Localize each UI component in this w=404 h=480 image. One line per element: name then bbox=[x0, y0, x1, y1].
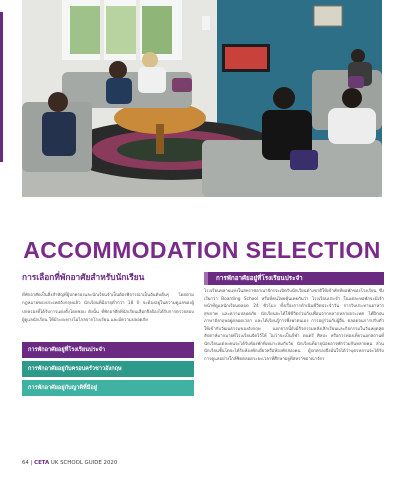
page-title: ACCOMMODATION SELECTION bbox=[23, 237, 381, 263]
option-boarding-school[interactable]: การพักอาศัยอยู่ที่โรงเรียนประจำ bbox=[22, 342, 194, 358]
common-room-illustration bbox=[22, 0, 382, 197]
accommodation-options-menu bbox=[22, 342, 194, 399]
boarding-school-paragraph: โรงเรียนหลายแห่งในสหราชอาณาจักรจะเปิดรับนักเรียนต่างชาติให้เข้าพักที่หอพักของโรงเรียน ซึ่งเรียกว่า Boarding School หรือที่คนไทยคุ้นเคยกันว่า โรงเรียนประจำ ในแต่ละหอพักจะมีเจ้าหน้าที่ดูแลนักเรียนตลอด 24 ชั่วโมง ทั้งเรื่องการดำเนินชีวิตประจำวัน การรับประทานอาหาร สุขภาพ และความปลอดภัย นักเรียนจะได้ใช้ชีวิตร่วมกับเพื่อนจากหลากหลายประเทศ ได้ฝึกฝนภาษาอังกฤษอยู่ตลอดเวลา และได้เรียนรู้การพึ่งพาตนเอง การอยู่ร่วมกับผู้อื่น ตลอดจนการปรับตัวให้เข้ากับวัฒนธรรมของอังกฤษ นอกจากนี้ยังมีกิจกรรมหลังเลิกเรียนและกิจกรรมในวันหยุดสุดสัปดาห์มากมายที่โรงเรียนจัดไว้ให้ ไม่ว่าจะเป็นกีฬา ดนตรี ศิลปะ หรือการท่องเที่ยวนอกสถานที่ นักเรียนแต่ละคนจะได้รับห้องพักที่เหมาะสมกับวัย นักเรียนที่อายุน้อยอาจพักร่วมกันหลายคน ส่วนนักเรียนชั้นโตจะได้รับห้องพักเดี่ยวหรือห้องพักสองคน ผู้ปกครองจึงมั่นใจได้ว่าบุตรหลานจะได้รับการดูแลอย่างใกล้ชิดตลอดระยะเวลาที่ศึกษาอยู่ที่สหราชอาณาจักร bbox=[204, 289, 384, 362]
brand-name: CETA bbox=[34, 460, 50, 466]
guide-name: UK SCHOOL GUIDE 2020 bbox=[50, 460, 118, 466]
page-footer bbox=[22, 460, 117, 466]
option-relatives[interactable]: การพักอาศัยอยู่กับญาติที่มีอยู่ bbox=[22, 380, 194, 396]
option-homestay[interactable]: การพักอาศัยอยู่กับครอบครัวชาวอังกฤษ bbox=[22, 361, 194, 377]
footer-separator: | bbox=[30, 460, 33, 466]
side-tab-marker bbox=[0, 12, 3, 162]
boarding-school-heading: การพักอาศัยอยู่ที่โรงเรียนประจำ bbox=[204, 272, 384, 285]
common-room-photo bbox=[22, 0, 382, 197]
intro-paragraph: ที่พักอาศัยเป็นสิ่งสำคัญที่ผู้ปกครองและนักเรียนจำเป็นต้องพิจารณาเป็นอันดับต้นๆ โดยตามกฎหมายของประเทศอังกฤษแล้ว นักเรียนที่มีอายุต่ำกว่า 18 ปี จะต้องอยู่ในความดูแลของผู้ปกครองที่ได้รับการแต่งตั้งโดยชอบ ดังนั้น ที่พักอาศัยที่นักเรียนเลือกจึงต้องได้รับการตรวจสอบ ผู้ดูแลนักเรียน ให้มีระยะทางไม่ไกลจากโรงเรียน และมีความปลอดภัย bbox=[22, 293, 194, 324]
section-heading-choosing-accommodation: การเลือกที่พักอาศัยสำหรับนักเรียน bbox=[22, 272, 145, 282]
page-number: 64 bbox=[22, 460, 29, 466]
